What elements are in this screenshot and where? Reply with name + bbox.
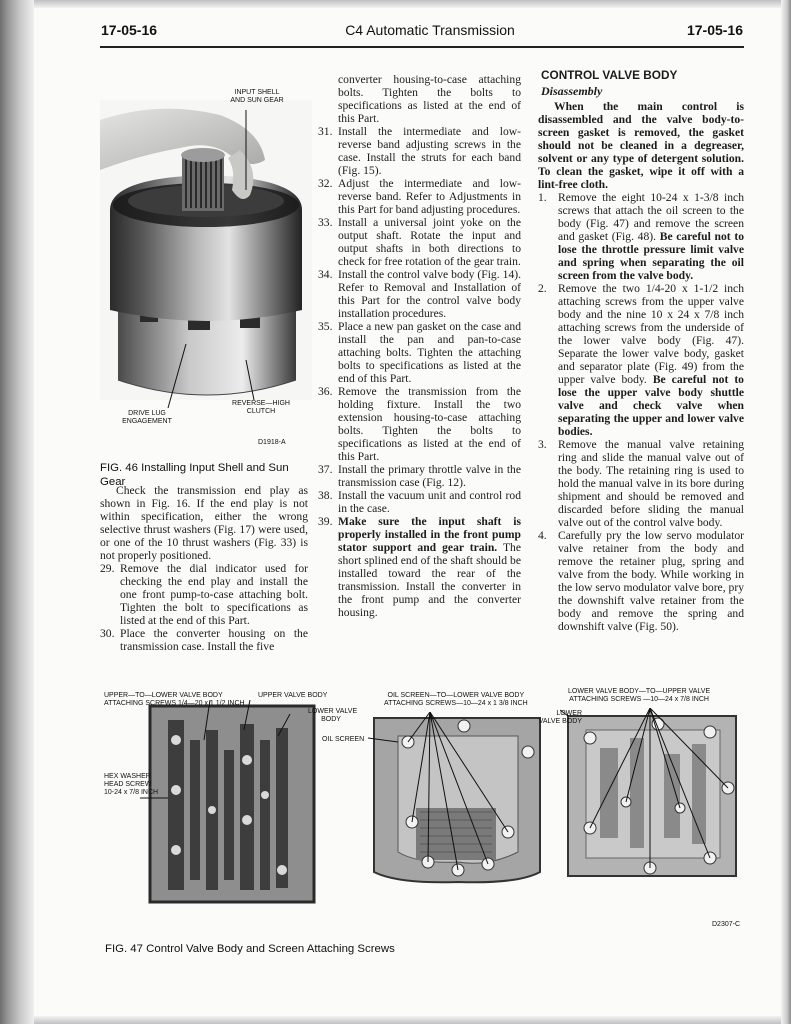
fig47-label-lower-valve-body: LOWER VALVE BODY (308, 708, 358, 723)
fig47-label-hex-washer-screw: HEX WASHER HEAD SCREW 10-24 x 7/8 INCH (104, 773, 159, 796)
fig46-reference: D1918-A (258, 439, 286, 446)
step-29: 29. Remove the dial indicator used for checking the end play and install the one front pump-to-case attaching bolt. Tighten the bolt to specifications as listed at the end of this Part. (100, 562, 308, 627)
step-32: 32. Adjust the intermediate and low-reverse band. Refer to Adjustments in this Part for band adjusting procedures. (318, 177, 521, 216)
page-number-right: 17-05-16 (686, 22, 743, 38)
fig47-caption: FIG. 47 Control Valve Body and Screen Attaching Screws (105, 943, 395, 955)
step-35: 35. Place a new pan gasket on the case and install the pan and pan-to-case attaching bolts. Tighten the attaching bolts to specifications as listed at the end of this Part. (318, 320, 521, 385)
step-3: 3. Remove the manual valve retaining ring and slide the manual valve out of the body. The retaining ring is used to hold the manual valve in its bore during shipment and should be removed and discarded before sliding the manual valve out of the control valve body. (538, 438, 744, 529)
page-edge-shadow (781, 0, 791, 1024)
fig47-lower-valve-body-photo (560, 708, 742, 888)
gasket-warning: When the main control is disassembled and the valve body-to-screen gasket is removed, the gasket should not be cleaned in a degreaser, solvent or any type of detergent solution. To clean the gasket, wipe it off with a lint-free cloth. (538, 100, 744, 191)
fig47-valve-body-photo (140, 700, 320, 905)
fig46-label-input-shell: INPUT SHELL AND SUN GEAR (230, 89, 284, 104)
middle-column (318, 73, 521, 619)
section-subtitle: Disassembly (541, 84, 603, 98)
fig47-label-upper-to-lower-screws: UPPER—TO—LOWER VALVE BODY ATTACHING SCREWS 1/4—20 x 1 1/2 INCH (104, 692, 245, 707)
step-4: 4. Carefully pry the low servo modulator valve retainer from the body and remove the retainer plug, spring and valve from the body. While working in the low servo modulator valve bore, pry the downshift valve retainer from the body and remove the spring and downshift valve (Fig. 50). (538, 529, 744, 633)
page-number-left: 17-05-16 (101, 22, 158, 38)
header-rule (100, 46, 744, 48)
fig46-photo (100, 60, 312, 455)
step-37: 37. Install the primary throttle valve in the transmission case (Fig. 12). (318, 463, 521, 489)
section-title: CONTROL VALVE BODY (541, 68, 678, 82)
step-30-continued: converter housing-to-case attaching bolts. Tighten the bolts to specifications as listed at the end of this Part. (338, 73, 521, 125)
right-column (538, 69, 744, 633)
running-title: C4 Automatic Transmission (345, 22, 515, 38)
fig46-label-reverse-high: REVERSE—HIGH CLUTCH (232, 400, 290, 415)
step-38: 38. Install the vacuum unit and control rod in the case. (318, 489, 521, 515)
fig46-caption: FIG. 46 Installing Input Shell and Sun Gear (100, 462, 289, 488)
page-bottom-edge (30, 1016, 791, 1024)
step-36: 36. Remove the transmission from the holding fixture. Install the two extension housing-to-case attaching bolts. Tighten the bolts to specifications as listed at the end of this Part. (318, 385, 521, 463)
binding-shadow (0, 0, 34, 1024)
step-31: 31. Install the intermediate and low-reverse band adjusting screws in the case. Install the struts for each band (Fig. 15). (318, 125, 521, 177)
fig47-label-upper-valve-body: UPPER VALVE BODY (258, 692, 328, 699)
fig47-label-lower-to-upper-screws: LOWER VALVE BODY—TO—UPPER VALVE ATTACHING SCREWS —10—24 x 7/8 INCH (568, 688, 711, 703)
left-column (100, 484, 308, 653)
step-30: 30. Place the converter housing on the transmission case. Install the five (100, 627, 308, 653)
fig47-label-oil-screen: OIL SCREEN (322, 736, 365, 743)
end-play-paragraph: Check the transmission end play as shown in Fig. 16. If the end play is not within specification, either the wrong selective thrust washers (Fig. 17) were used, or one of the 10 thrust washers (Fig. 33) is not properly positioned. (100, 484, 308, 562)
page-top-edge (30, 0, 791, 8)
fig47-oil-screen-photo (368, 712, 546, 887)
step-39: 39. Make sure the input shaft is properly installed in the front pump stator support and gear train. The short splined end of the shaft should be installed toward the rear of the transmission. Install the converter in the front pump and the converter housing. (318, 515, 521, 619)
step-1: 1. Remove the eight 10-24 x 1-3/8 inch screws that attach the oil screen to the body (Fig. 47) and remove the screen and gasket (Fig. 48). Be careful not to lose the throttle pressure limit valve and spring when separating the oil screen from the valve body. (538, 191, 744, 282)
fig47-label-lower-valve-body-right: LOWER VALVE BODY (538, 710, 582, 725)
fig46-label-drive-lug: DRIVE LUG ENGAGEMENT (122, 410, 172, 425)
step-34: 34. Install the control valve body (Fig. 14). Refer to Removal and Installation of this Part for the control valve body installation procedures. (318, 268, 521, 320)
fig47-reference: D2307-C (712, 921, 741, 928)
step-33: 33. Install a universal joint yoke on the output shaft. Rotate the input and output shafts in both directions to check for free rotation of the gear train. (318, 216, 521, 268)
step-2: 2. Remove the two 1/4-20 x 1-1/2 inch attaching screws from the upper valve body and the nine 10 x 24 x 7/8 inch attaching screws from the underside of the lower valve body (Fig. 47). Separate the lower valve body, gasket and separator plate (Fig. 49) from the upper valve body. Be careful not to lose the upper valve body shuttle valve and check valve when separating the upper and lower valve bodies. (538, 282, 744, 438)
fig47-label-oil-screen-to-lower-screws: OIL SCREEN—TO—LOWER VALVE BODY ATTACHING SCREWS—10—24 x 1 3/8 INCH (384, 692, 528, 707)
